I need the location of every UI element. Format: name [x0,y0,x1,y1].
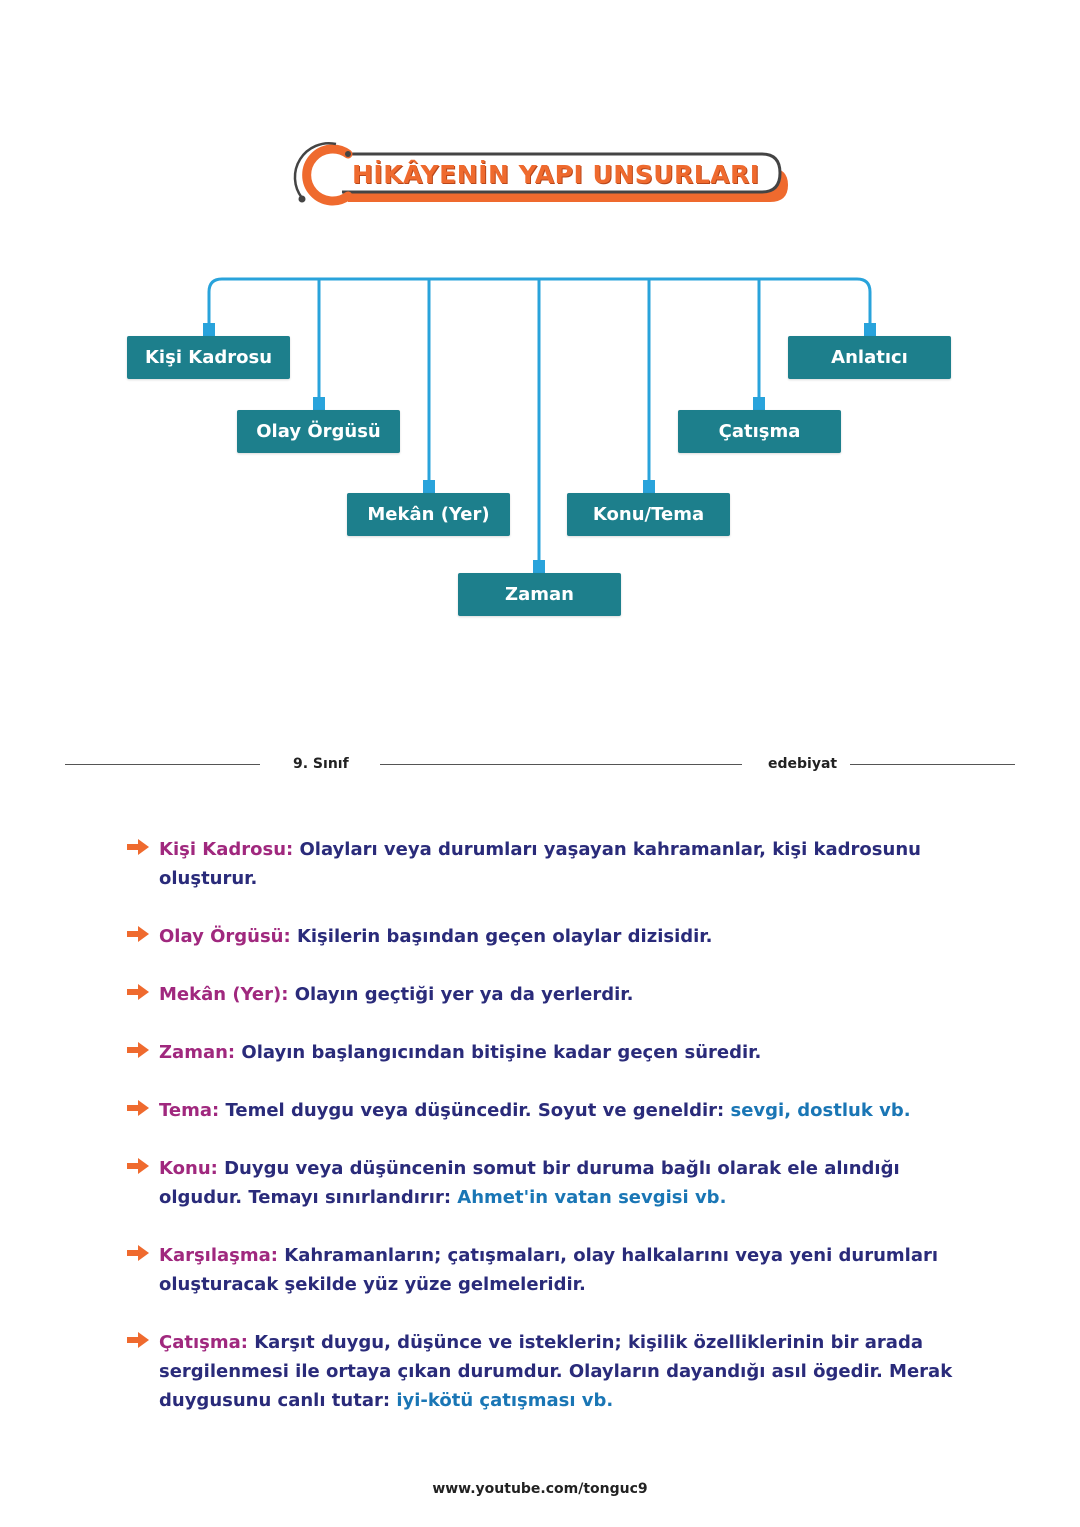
definition-text: Kişilerin başından geçen olaylar dizisidir. [290,926,713,947]
node-olay-orgusu: Olay Örgüsü [237,410,400,453]
definition-text: Temel duygu veya düşüncedir. Soyut ve geneldir: [219,1100,731,1121]
definition-item [125,1038,965,1067]
definition-term: Kişi Kadrosu: [159,839,294,860]
node-kisi-kadrosu: Kişi Kadrosu [127,336,290,379]
definition-item [125,1154,965,1212]
footer-url: www.youtube.com/tonguc9 [432,1481,648,1497]
definition-term: Zaman: [159,1042,236,1063]
page-title: HİKÂYENİN YAPI UNSURLARI [352,160,760,189]
definition-text: Duygu veya düşüncenin somut bir duruma bağlı olarak ele alındığı olgudur. Temayı sınırlandırır: [159,1158,900,1208]
divider-line-right [850,764,1015,765]
definition-item [125,1241,965,1299]
definition-text: Olayın başlangıcından bitişine kadar geçen süredir. [235,1042,762,1063]
definition-term: Olay Örgüsü: [159,926,291,947]
definition-text: Olayları veya durumları yaşayan kahramanlar, kişi kadrosunu oluşturur. [159,839,921,889]
arrow-right-icon [127,1332,149,1348]
grade-label: 9. Sınıf [293,756,349,772]
node-catisma: Çatışma [678,410,841,453]
definition-example: Ahmet'in vatan sevgisi vb. [457,1187,727,1208]
arrow-right-icon [127,984,149,1000]
node-mekan: Mekân (Yer) [347,493,510,536]
arrow-right-icon [127,1245,149,1261]
definition-item [125,980,965,1009]
definition-item [125,1328,965,1415]
divider-line-middle [380,764,742,765]
arrow-right-icon [127,926,149,942]
definition-example: iyi-kötü çatışması vb. [396,1390,614,1411]
structure-diagram [0,0,1080,700]
node-konu-tema: Konu/Tema [567,493,730,536]
definition-item [125,835,965,893]
definition-text: Kahramanların; çatışmaları, olay halkalarını veya yeni durumları oluşturacak şekilde yüz yüze gelmeleridir. [159,1245,939,1295]
definition-example: sevgi, dostluk vb. [730,1100,911,1121]
definition-term: Karşılaşma: [159,1245,278,1266]
definition-text: Karşıt duygu, düşünce ve isteklerin; kişilik özelliklerinin bir arada sergilenmesi ile ortaya çıkan durumdur. Olayların dayandığı asıl ögedir. Merak duygusunu canlı tutar: [159,1332,953,1411]
definition-item [125,922,965,951]
node-zaman: Zaman [458,573,621,616]
definition-term: Konu: [159,1158,218,1179]
arrow-right-icon [127,839,149,855]
definition-term: Çatışma: [159,1332,248,1353]
node-anlatici: Anlatıcı [788,336,951,379]
divider-line-left [65,764,260,765]
definition-term: Mekân (Yer): [159,984,289,1005]
definition-text: Olayın geçtiği yer ya da yerlerdir. [288,984,634,1005]
subject-label: edebiyat [768,756,838,772]
arrow-right-icon [127,1158,149,1174]
arrow-right-icon [127,1042,149,1058]
definition-item [125,1096,965,1125]
arrow-right-icon [127,1100,149,1116]
definition-term: Tema: [159,1100,220,1121]
definitions-list [125,835,965,1415]
